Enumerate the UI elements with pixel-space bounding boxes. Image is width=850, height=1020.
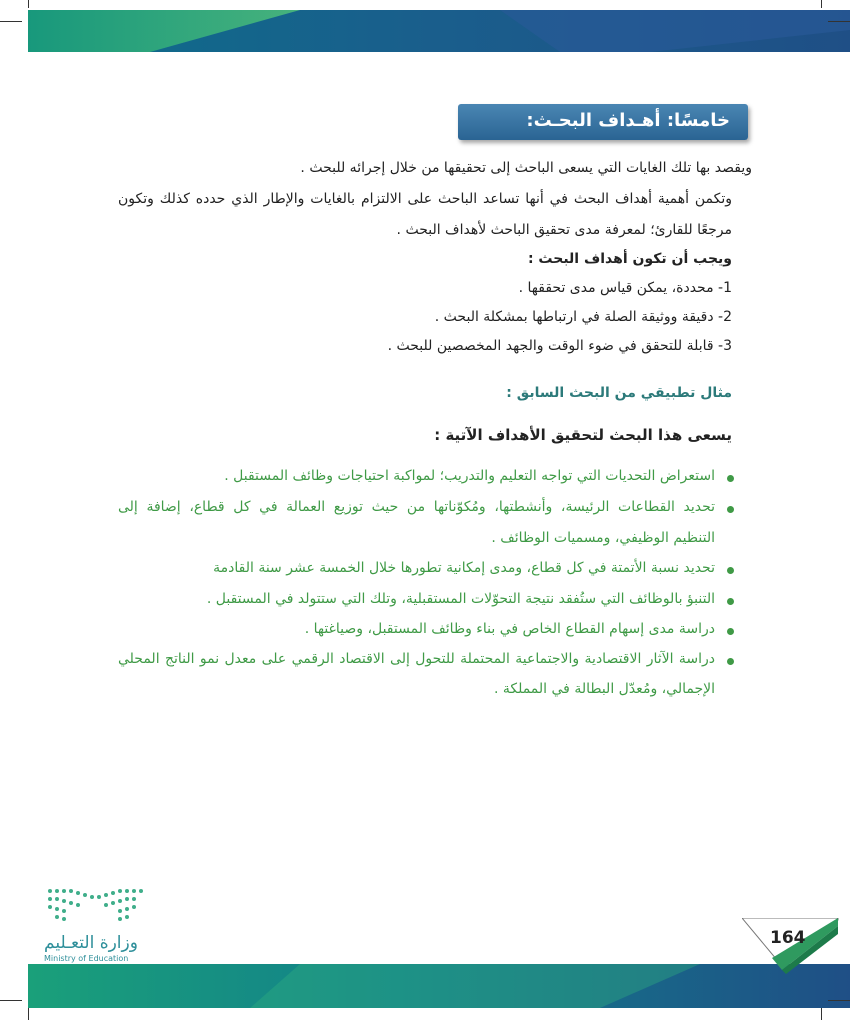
goal-item: دراسة الآثار الاقتصادية والاجتماعية المحتملة للتحول إلى الاقتصاد الرقمي على معدل نمو الناتج المحلي [118,651,715,667]
goal-item: تحديد القطاعات الرئيسة، وأنشطتها، ومُكوّناتها من حيث توزيع العمالة في كل قطاع، إضافة إلى [118,499,715,515]
bullet-icon [727,475,734,482]
requirements-heading: ويجب أن تكون أهداف البحث : [527,251,732,267]
goal-item: التنبؤ بالوظائف التي ستُفقد نتيجة التحوّلات المستقبلية، وتلك التي ستتولد في المستقبل . [206,591,715,607]
bullet-icon [727,567,734,574]
bullet-icon [727,506,734,513]
bullet-icon [727,658,734,665]
section-title: خامسًا: أهـداف البحـث: [526,110,730,131]
intro-line: ويقصد بها تلك الغايات التي يسعى الباحث إلى تحقيقها من خلال إجرائه للبحث . [300,160,752,176]
intro-line: مرجعًا للقارئ؛ لمعرفة مدى تحقيق الباحث لأهداف البحث . [396,222,732,238]
intro-line: وتكمن أهمية أهداف البحث في أنها تساعد الباحث على الالتزام بالغايات والإطار الذي حدده كذلك وتكون [118,191,732,207]
logo-arabic-text: وزارة التعـليم [44,933,138,953]
goal-item: تحديد نسبة الأتمتة في كل قطاع، ومدى إمكانية تطورها خلال الخمسة عشر سنة القادمة [213,560,715,576]
ministry-logo [44,885,154,965]
goal-item: الإجمالي، ومُعدّل البطالة في المملكة . [493,681,715,697]
goal-item: التنظيم الوظيفي، ومسميات الوظائف . [491,530,715,546]
requirement-item: 2- دقيقة ووثيقة الصلة في ارتباطها بمشكلة البحث . [434,309,732,325]
goal-item: استعراض التحديات التي تواجه التعليم والتدريب؛ لمواكبة احتياجات وظائف المستقبل . [224,468,715,484]
logo-dots-icon [44,885,154,927]
requirement-item: 3- قابلة للتحقق في ضوء الوقت والجهد المخصصين للبحث . [387,338,732,354]
page-number: 164 [770,928,806,948]
section-header [458,104,748,140]
goal-item: دراسة مدى إسهام القطاع الخاص في بناء وظائف المستقبل، وصياغتها . [304,621,715,637]
requirement-item: 1- محددة، يمكن قياس مدى تحققها . [518,280,732,296]
bullet-icon [727,598,734,605]
logo-english-text: Ministry of Education [44,954,129,963]
goals-heading: يسعى هذا البحث لتحقيق الأهداف الآتية : [434,426,732,444]
bullet-icon [727,628,734,635]
example-heading: مثال تطبيقي من البحث السابق : [506,385,732,401]
page-corner-icon [742,918,842,978]
